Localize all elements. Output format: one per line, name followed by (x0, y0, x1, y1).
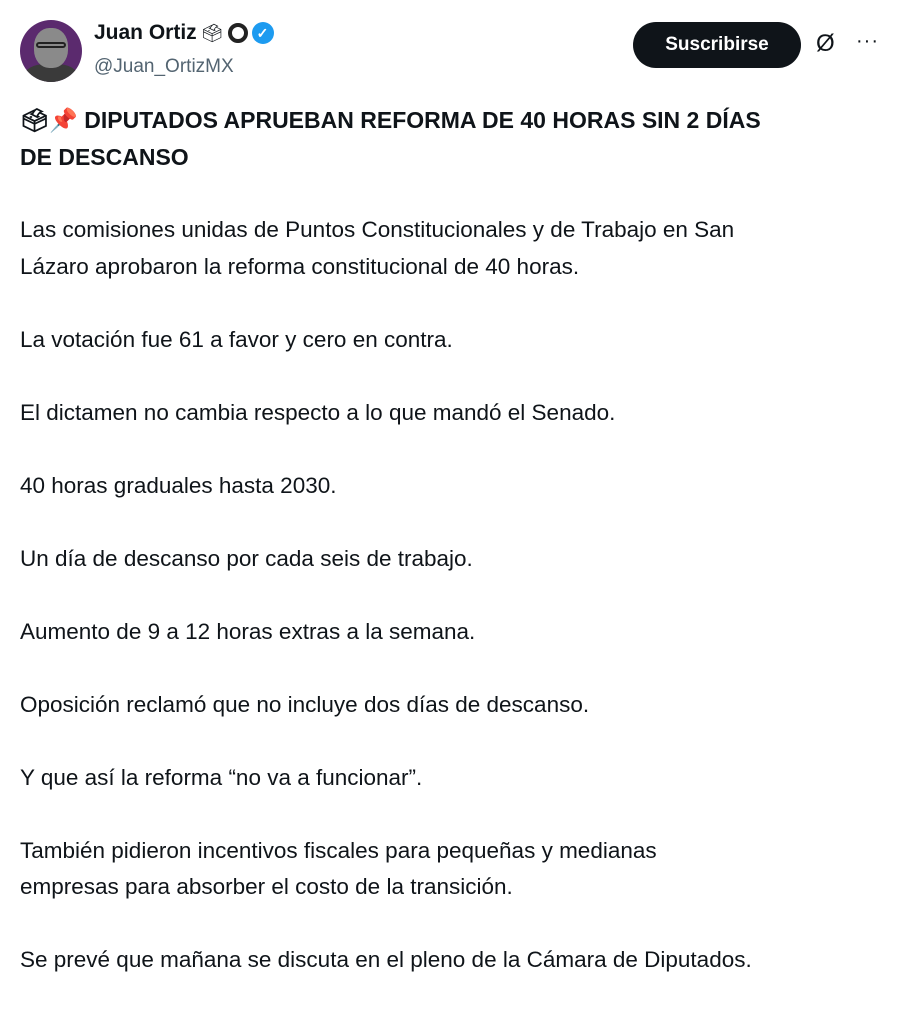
post-paragraph (20, 687, 890, 724)
author-handle[interactable]: @Juan_OrtizMX (94, 56, 234, 77)
paragraph-line: Oposición reclamó que no incluye dos días de descanso. (20, 691, 590, 717)
grok-icon[interactable]: Ø (816, 30, 835, 57)
paragraph-line: El dictamen no cambia respecto a lo que mandó el Senado. (20, 399, 616, 425)
paragraph-line: La votación fue 61 a favor y cero en contra. (20, 326, 453, 352)
post-paragraph (20, 833, 890, 906)
post-title-line: DIPUTADOS APRUEBAN REFORMA DE 40 HORAS SIN 2 DÍAS (84, 107, 761, 133)
paragraph-line: Un día de descanso por cada seis de trabajo. (20, 545, 473, 571)
ballot-pin-icons: 🗳📌 (20, 107, 78, 133)
post-paragraph (20, 468, 890, 505)
avatar-glasses (36, 42, 66, 48)
post-paragraph (20, 614, 890, 651)
avatar[interactable] (20, 20, 82, 82)
paragraph-line: Y que así la reforma “no va a funcionar”. (20, 764, 423, 790)
more-options-icon[interactable]: ··· (856, 30, 879, 52)
verified-badge-icon[interactable]: ✓ (252, 22, 274, 44)
post-paragraph (20, 942, 890, 979)
paragraph-line: Las comisiones unidas de Puntos Constitucionales y de Trabajo en San (20, 217, 735, 242)
paragraph-line: 40 horas graduales hasta 2030. (20, 472, 337, 498)
paragraph-line: Lázaro aprobaron la reforma constitucional de 40 horas. (20, 253, 580, 279)
post-paragraph (20, 322, 890, 359)
post-paragraph (20, 395, 890, 432)
paragraph-line: También pidieron incentivos fiscales para pequeñas y medianas (20, 837, 657, 863)
paragraph-line: Se prevé que mañana se discuta en el pleno de la Cámara de Diputados. (20, 947, 752, 972)
author-name[interactable]: Juan Ortiz (94, 21, 197, 44)
post-body (20, 102, 890, 1015)
author-name-row (94, 21, 274, 45)
post-title-line: DE DESCANSO (20, 144, 189, 170)
post-paragraph (20, 541, 890, 578)
post-paragraph (20, 760, 890, 797)
avatar-head (34, 28, 68, 68)
affiliate-badge-icon[interactable] (228, 23, 248, 43)
ballot-box-icon: 🗳 (200, 23, 224, 43)
post-title (20, 102, 890, 176)
paragraph-line: Aumento de 9 a 12 horas extras a la semana. (20, 618, 476, 644)
paragraph-line: empresas para absorber el costo de la transición. (20, 874, 513, 899)
post-paragraph (20, 212, 890, 285)
subscribe-button[interactable]: Suscribirse (633, 22, 801, 68)
